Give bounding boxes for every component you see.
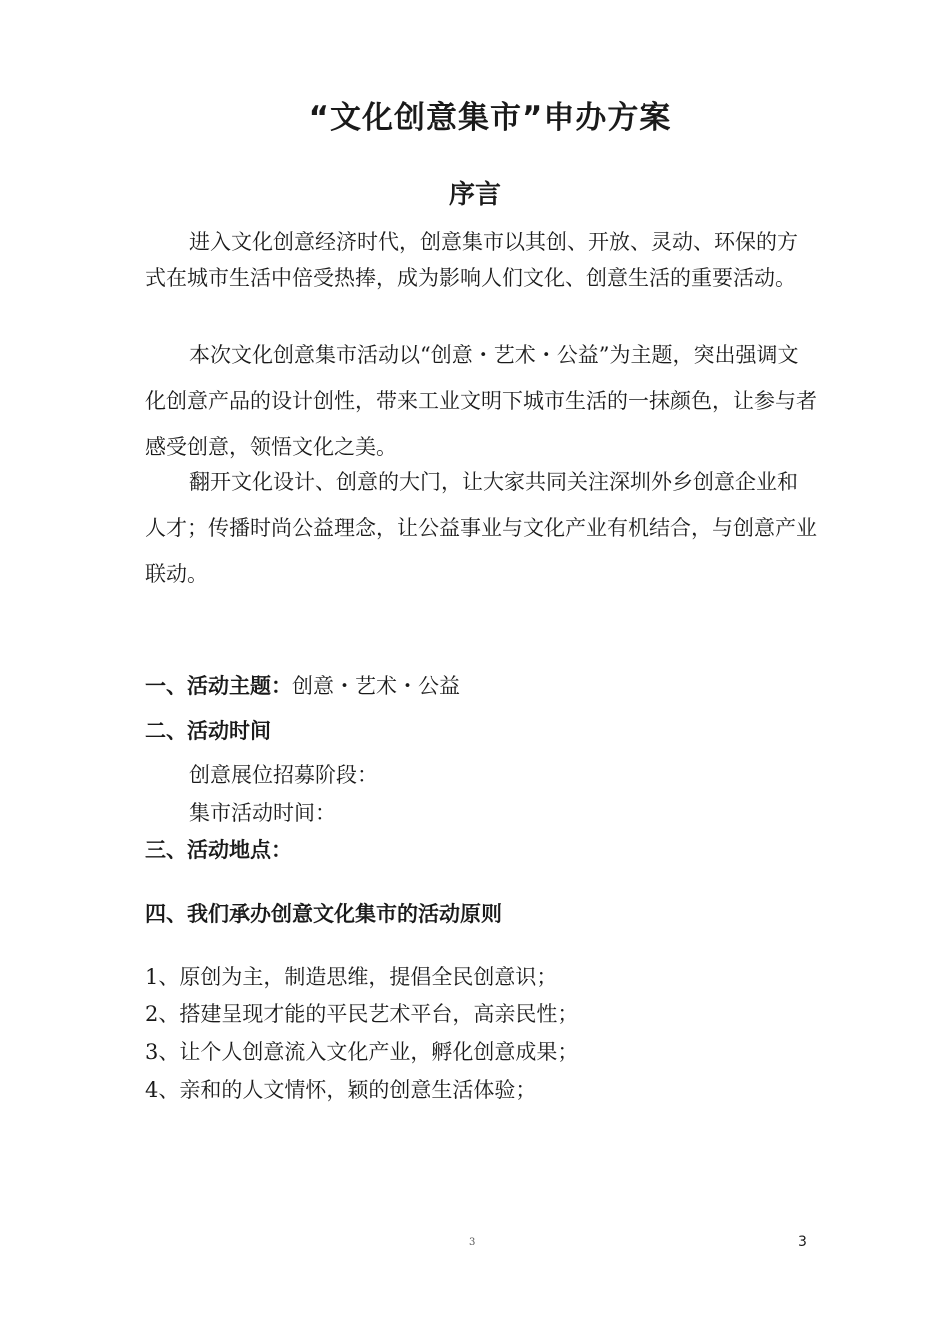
section-time-item-1: 创意展位招募阶段： [189, 763, 378, 787]
principle-item-3: 3、让个人创意流入文化产业，孵化创意成果； [145, 1040, 579, 1064]
section-time-item-2: 集市活动时间： [189, 801, 336, 825]
preface-heading: 序言 [448, 180, 501, 210]
footer-page-number-right: 3 [798, 1234, 807, 1250]
section-principles-heading: 四、我们承办创意文化集市的活动原则 [145, 902, 502, 926]
principle-item-2: 2、搭建呈现才能的平民艺术平台，高亲民性； [145, 1002, 579, 1026]
section-theme-label: 一、活动主题： [145, 674, 292, 698]
preface-paragraph-2: 本次文化创意集市活动以“创意・艺术・公益”为主题，突出强调文化创意产品的设计创性，带来工业文明下城市生活的一抹颜色，让参与者感受创意，领悟文化之美。 [145, 343, 817, 459]
section-theme-value: 创意・艺术・公益 [292, 674, 460, 698]
section-location-heading: 三、活动地点： [145, 838, 292, 862]
document-title: “文化创意集市”申办方案 [308, 100, 672, 136]
principle-item-1: 1、原创为主，制造思维，提倡全民创意识； [145, 965, 558, 989]
section-time-heading: 二、活动时间 [145, 719, 271, 743]
footer-page-number-center: 3 [469, 1237, 476, 1248]
preface-paragraph-3: 翻开文化设计、创意的大门，让大家共同关注深圳外乡创意企业和人才；传播时尚公益理念，让公益事业与文化产业有机结合，与创意产业联动。 [145, 470, 817, 586]
principle-item-4: 4、亲和的人文情怀，颖的创意生活体验； [145, 1078, 537, 1102]
section-theme [145, 670, 460, 700]
preface-paragraph-1: 进入文化创意经济时代，创意集市以其创、开放、灵动、环保的方式在城市生活中倍受热捧，成为影响人们文化、创意生活的重要活动。 [145, 230, 798, 290]
